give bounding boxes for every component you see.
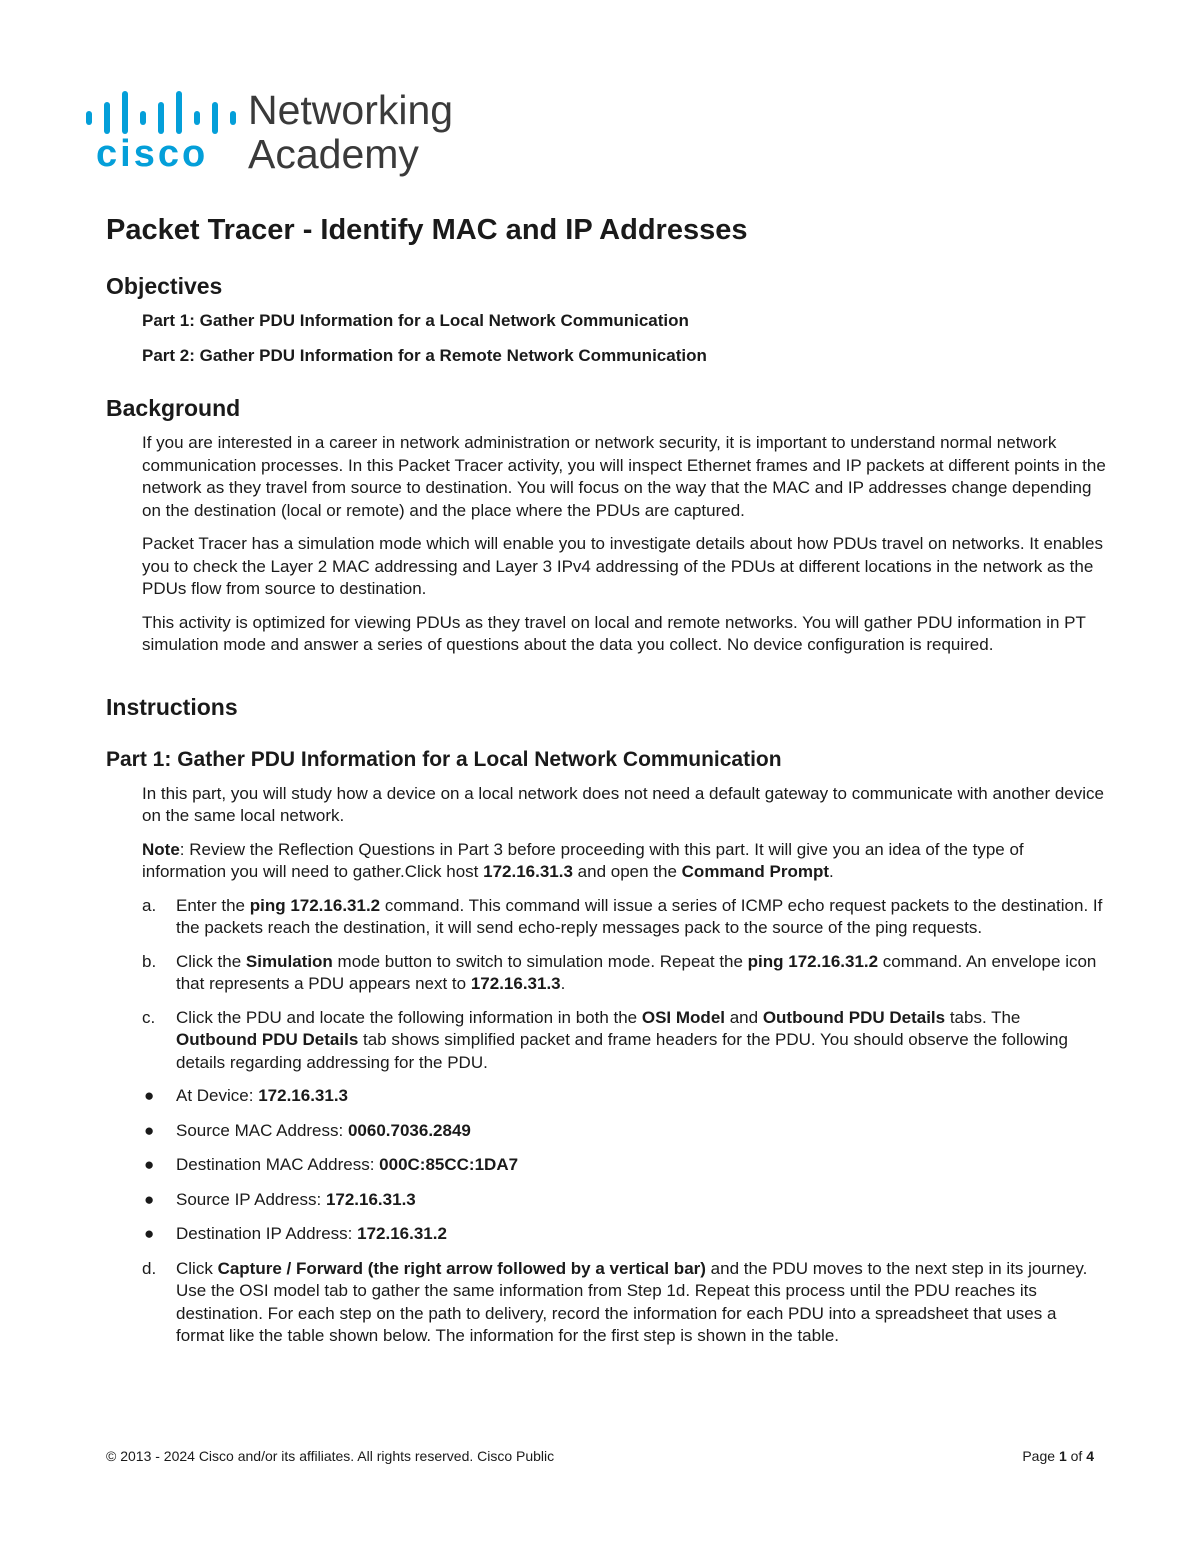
step-c: c. Click the PDU and locate the following information in both the OSI Model and Outbound PDU Details tabs. The Outbound PDU Details tab shows simplified packet and frame headers for the PDU. You should observe the following details regarding addressing for the PDU. <box>142 1007 1068 1072</box>
objective-part-2: Part 2: Gather PDU Information for a Remote Network Communication <box>142 346 707 365</box>
host-ip: 172.16.31.3 <box>483 862 573 881</box>
page-title: Packet Tracer - Identify MAC and IP Addresses <box>106 214 748 246</box>
part-1-heading: Part 1: Gather PDU Information for a Local Network Communication <box>106 747 782 771</box>
bullet-icon: ● <box>144 1189 155 1209</box>
background-paragraph-2: Packet Tracer has a simulation mode which will enable you to investigate details about how PDUs travel on networks. It enables you to check the Layer 2 MAC addressing and Layer 3 IPv4 addressing of the PDUs at different locations in the network as the PDUs flow from source to destination. <box>142 534 1103 598</box>
logo-academy-text: Academy <box>248 131 419 177</box>
note-label: Note <box>142 839 180 859</box>
command-prompt-label: Command Prompt <box>681 862 829 881</box>
step-b: b. Click the Simulation mode button to switch to simulation mode. Repeat the ping 172.16.31.2 command. An envelope icon that represents a PDU appears next to 172.16.31.3. <box>142 951 1097 993</box>
step-list-continued <box>106 1258 1106 1348</box>
background-paragraph-3: This activity is optimized for viewing PDUs as they travel on local and remote networks. You will gather PDU information in PT simulation mode and answer a series of questions about the data you collect. No device configuration is required. <box>142 612 1086 654</box>
pdu-details-list <box>142 1085 1106 1246</box>
footer-copyright: © 2013 - 2024 Cisco and/or its affiliates. All rights reserved. Cisco Public <box>106 1448 555 1464</box>
bullet-icon: ● <box>144 1224 155 1243</box>
step-a: a. Enter the ping 172.16.31.2 command. This command will issue a series of ICMP echo request packets to the destination. If the packets reach the destination, it will send echo-reply messages pack to the source of the ping requests. <box>142 895 1103 937</box>
objective-part-1: Part 1: Gather PDU Information for a Local Network Communication <box>142 311 689 330</box>
bullet-icon: ● <box>144 1086 155 1105</box>
list-item: ● Destination MAC Address: 000C:85CC:1DA7 <box>142 1154 1106 1177</box>
step-marker: c. <box>142 1007 156 1027</box>
bullet-icon: ● <box>144 1155 155 1174</box>
step-marker: d. <box>142 1258 157 1278</box>
cisco-wordmark: cisco <box>96 133 209 175</box>
document-body <box>106 208 1106 1359</box>
logo-networking-text: Networking <box>248 87 454 133</box>
objectives-heading: Objectives <box>106 273 223 299</box>
note-paragraph: Note: Review the Reflection Questions in Part 3 before proceeding with this part. It will give you an idea of the type of information you will need to gather.Click host 172.16.31.3 and open the Command Prompt. <box>142 839 1024 881</box>
background-heading: Background <box>106 395 241 421</box>
page-number: Page 1 of 4 <box>1022 1448 1094 1464</box>
bullet-icon: ● <box>144 1120 155 1140</box>
list-item: ● Source IP Address: 172.16.31.3 <box>142 1189 1106 1212</box>
cisco-networking-academy-logo <box>82 88 482 184</box>
instructions-heading: Instructions <box>106 693 238 720</box>
step-list <box>106 895 1106 1075</box>
step-marker: b. <box>142 951 157 971</box>
list-item: ● Source MAC Address: 0060.7036.2849 <box>142 1120 1106 1143</box>
cisco-logo-icon <box>82 88 242 184</box>
part-1-intro: In this part, you will study how a device on a local network does not need a default gateway to communicate with another device on the same local network. <box>142 783 1104 825</box>
list-item: ● Destination IP Address: 172.16.31.2 <box>142 1223 1106 1246</box>
list-item: ● At Device: 172.16.31.3 <box>142 1085 1106 1108</box>
step-d: d. Click Capture / Forward (the right arrow followed by a vertical bar) and the PDU moves to the next step in its journey. Use the OSI model tab to gather the same information from Step 1d. Repeat this process until the PDU reaches its destination. For each step on the path to delivery, record the information for each PDU into a spreadsheet that uses a format like the table shown below. The information for the first step is shown in the table. <box>142 1258 1088 1345</box>
step-marker: a. <box>142 895 157 915</box>
background-paragraph-1: If you are interested in a career in network administration or network security, it is important to understand normal network communication processes. In this Packet Tracer activity, you will inspect Ethernet frames and IP packets at different points in the network as they travel from source to destination. You will focus on the way that the MAC and IP addresses change depending on the destination (local or remote) and the place where the PDUs are captured. <box>142 433 1106 520</box>
